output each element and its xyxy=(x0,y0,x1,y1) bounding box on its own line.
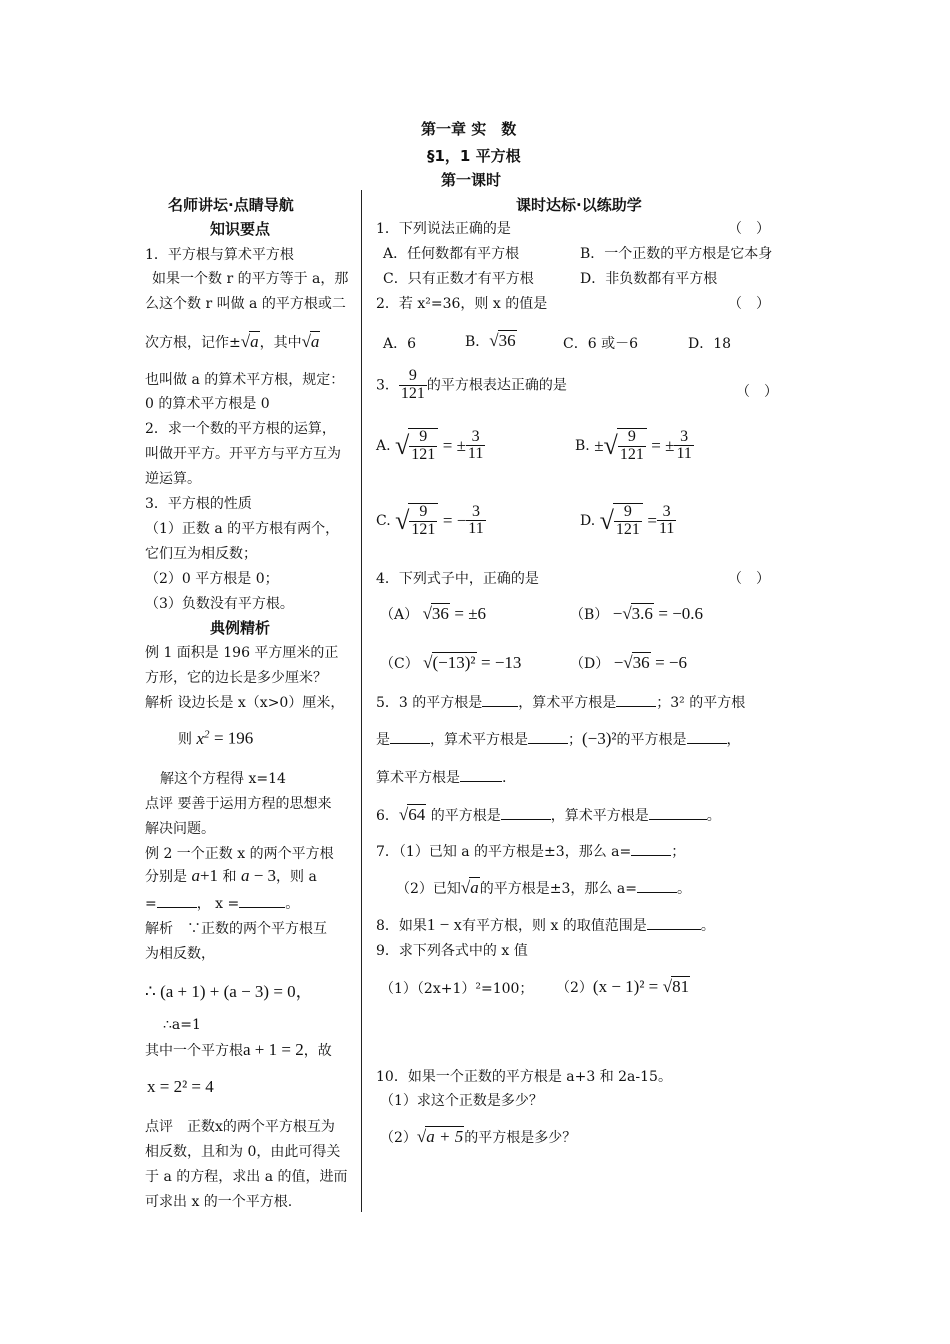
q5-text: ；3² 的平方根 xyxy=(656,695,746,711)
example2-equation: x = 2² = 4 xyxy=(147,1077,214,1096)
q1-option-d: D．非负数都有平方根 xyxy=(580,271,718,287)
examples-title: 典例精析 xyxy=(210,619,271,637)
q5-text: ，算术平方根是 xyxy=(518,695,617,711)
q1-option-b: B．一个正数的平方根是它本身 xyxy=(580,246,773,262)
question-5-line3 xyxy=(376,767,506,787)
q5-text: 算术平方根是 xyxy=(376,770,460,786)
frac-numerator: 9 xyxy=(409,504,437,522)
q3-denominator: 121 xyxy=(400,384,425,402)
q3-option-b: B. ±√ $\frac{9}{121}$ = ± $\frac{3}{11}$ xyxy=(575,427,692,463)
question-7-1 xyxy=(376,841,685,861)
q3-number: 3． xyxy=(376,377,399,394)
q5-text: ， xyxy=(726,732,741,748)
k3-line: （1）正数 a 的平方根有两个， xyxy=(145,521,340,537)
q4-b-expr: = −0.6 xyxy=(658,604,704,623)
k1-text: 次方根，记作± xyxy=(145,335,241,351)
q10-2-radicand: a + 5 xyxy=(426,1127,464,1146)
frac-numerator: 3 xyxy=(674,429,693,447)
q4-a-label: （A） xyxy=(380,607,419,623)
k1-line: 次方根，记作±√a，其中√a xyxy=(145,332,320,351)
q4-option-b: （B） −√3.6 = −0.6 xyxy=(570,604,704,623)
q4-a-radicand: 36 xyxy=(431,604,449,623)
example1-line: 解决问题。 xyxy=(145,821,215,837)
example2-line: 解析 ∵正数的两个平方根互 xyxy=(145,921,327,937)
frac-denominator: 11 xyxy=(467,445,484,463)
q10-2-text: 的平方根是多少？ xyxy=(464,1130,577,1146)
k2-line: 逆运算。 xyxy=(145,471,201,487)
example2-line xyxy=(145,1040,332,1060)
example2-text: ， x = xyxy=(196,896,240,912)
q4-a-expr: = ±6 xyxy=(454,604,487,623)
q6-number: 6． xyxy=(376,808,399,824)
left-title: 名师讲坛·点睛导航 xyxy=(168,196,294,214)
answer-paren: （ ） xyxy=(728,221,770,237)
example2-text: ，则 a xyxy=(276,869,317,885)
question-4: 4．下列式子中，正确的是 xyxy=(376,571,539,587)
example1-equation: 则 $x^2 = 196$ xyxy=(178,728,254,748)
q4-b-label: （B） xyxy=(570,607,609,623)
k1-line: 也叫做 a 的算术平方根，规定： xyxy=(145,372,345,388)
q8-expr: 1 − x xyxy=(426,915,463,934)
frac-numerator: 3 xyxy=(466,504,485,522)
q9-2-radicand: 81 xyxy=(672,977,690,996)
q6-text: 的平方根是 xyxy=(430,808,501,824)
q3-numerator: 9 xyxy=(399,368,427,386)
example2-line: 可求出 x 的一个平方根. xyxy=(145,1194,293,1210)
q5-text: . xyxy=(502,770,507,786)
q4-d-expr: = −6 xyxy=(655,653,687,672)
question-8 xyxy=(376,915,715,935)
example1-line: 解这个方程得 x=14 xyxy=(160,771,286,787)
question-10: 10．如果一个正数的平方根是 a+3 和 2a-15。 xyxy=(376,1069,672,1085)
q2-option-a: A．6 xyxy=(383,336,417,352)
example2-equation: ∴ (a + 1) + (a − 3) = 0， xyxy=(145,982,313,1001)
example2-text: 分别是 xyxy=(145,869,187,885)
q3-c-label: C. xyxy=(376,512,391,529)
q2-b-radicand: 36 xyxy=(498,331,516,350)
frac-numerator: 9 xyxy=(618,429,646,447)
q5-text: ，算术平方根是 xyxy=(430,732,528,748)
k1-text: ，其中 xyxy=(259,335,302,351)
question-9: 9．求下列各式中的 x 值 xyxy=(376,943,528,959)
example2-line: 点评 正数x的两个平方根互为 xyxy=(145,1119,335,1135)
frac-denominator: 121 xyxy=(411,445,436,463)
k3-line: 它们互为相反数； xyxy=(145,546,257,562)
q3-option-a: A. √ $\frac{9}{121}$ = ± $\frac{3}{11}$ xyxy=(376,427,484,463)
frac-denominator: 11 xyxy=(676,445,692,463)
question-5-line2 xyxy=(376,729,741,749)
q6-radicand: 64 xyxy=(408,805,426,824)
frac-numerator: 3 xyxy=(657,504,676,522)
q9-2-label: （2） xyxy=(556,980,593,996)
example2-line: 于 a 的方程，求出 a 的值，进而 xyxy=(145,1169,348,1185)
k1-title: 1．平方根与算术平方根 xyxy=(145,247,294,263)
q1-option-a: A．任何数都有平方根 xyxy=(383,246,520,262)
q7-text: （2）已知 xyxy=(396,881,461,897)
frac-denominator: 11 xyxy=(658,520,675,538)
column-divider xyxy=(361,190,362,1212)
q3-option-c: C. √ $\frac{9}{121}$ = − $\frac{3}{11}$ xyxy=(376,502,484,538)
example2-text: 其中一个平方根 xyxy=(145,1043,243,1059)
example1-line: 点评 要善于运用方程的思想来 xyxy=(145,796,332,812)
frac-denominator: 121 xyxy=(619,445,644,463)
q10-part-2: （2）√a + 5的平方根是多少？ xyxy=(380,1127,577,1146)
example1-line: 方形，它的边长是多少厘米？ xyxy=(145,670,327,686)
frac-denominator: 121 xyxy=(411,520,436,538)
q4-c-expr: = −13 xyxy=(480,653,522,672)
q8-text: 8．如果 xyxy=(376,918,427,934)
q3-text: 的平方根表达正确的是 xyxy=(426,377,567,394)
q6-text: ，算术平方根是 xyxy=(550,808,649,824)
question-3 xyxy=(376,368,567,403)
frac-denominator: 11 xyxy=(468,520,484,538)
answer-paren: （ ） xyxy=(736,384,778,400)
example2-line: ∴a=1 xyxy=(163,1017,201,1033)
example1-text: 则 xyxy=(178,731,192,748)
q5-text: 5．3 的平方根是 xyxy=(376,695,483,711)
q5-text: 的平方根是 xyxy=(616,732,687,748)
q4-c-radicand: (−13)² xyxy=(432,653,476,672)
k1-line: 么这个数 r 叫做 a 的平方根或二 xyxy=(145,296,346,312)
q2-option-d: D．18 xyxy=(688,336,732,352)
chapter-title: 第一章 实 数 xyxy=(421,120,517,138)
q10-2-label: （2） xyxy=(380,1130,417,1146)
example2-eq: a + 1 = 2 xyxy=(243,1040,304,1059)
q5-text: 是 xyxy=(376,732,390,748)
right-title: 课时达标·以练助学 xyxy=(516,196,642,214)
example2-text: 和 xyxy=(222,869,237,885)
q3-a-label: A. xyxy=(376,437,391,454)
q3-d-label: D. xyxy=(580,512,596,529)
example2-line: 例 2 一个正数 x 的两个平方根 xyxy=(145,846,334,862)
q10-part-1: （1）求这个正数是多少？ xyxy=(380,1093,543,1109)
q4-d-radicand: 36 xyxy=(632,653,650,672)
k3-title: 3．平方根的性质 xyxy=(145,496,252,512)
question-1: 1．下列说法正确的是 xyxy=(376,221,511,237)
q9-part-1: （1）（2x+1）²=100； xyxy=(380,981,534,997)
example1-line: 例 1 面积是 196 平方厘米的正 xyxy=(145,645,339,661)
question-2: 2．若 x²=36，则 x 的值是 xyxy=(376,296,548,312)
example1-line: 解析 设边长是 x（x>0）厘米， xyxy=(145,695,345,711)
q7-text: ； xyxy=(671,844,686,860)
answer-paren: （ ） xyxy=(728,296,770,312)
frac-numerator: 9 xyxy=(614,504,642,522)
k2-line: 叫做开平方。开平方与平方互为 xyxy=(145,446,341,462)
k3-line: （3）负数没有平方根。 xyxy=(145,596,294,612)
q1-option-c: C．只有正数才有平方根 xyxy=(383,271,534,287)
q4-d-label: （D） xyxy=(570,656,610,672)
example2-line: 分别是 a+1 和 a − 3，则 a xyxy=(145,866,317,885)
example2-text: ，故 xyxy=(303,1043,332,1059)
q5-expr: (−3)² xyxy=(582,729,617,748)
q7-text: 的平方根是±3，那么 a= xyxy=(479,881,637,897)
q8-text: 有平方根，则 x 的取值范围是 xyxy=(462,918,647,934)
lesson-title: 第一课时 xyxy=(441,171,502,189)
k1-line: 如果一个数 r 的平方等于 a，那 xyxy=(152,271,349,287)
section-title: §1，1 平方根 xyxy=(427,147,521,165)
answer-paren: （ ） xyxy=(728,571,770,587)
example1-eq: = 196 xyxy=(213,728,254,748)
frac-numerator: 3 xyxy=(466,429,485,447)
example2-text: 。 xyxy=(285,896,300,912)
example2-line xyxy=(145,893,299,913)
q4-option-a: （A） √36 = ±6 xyxy=(380,604,487,623)
example2-line: 为相反数， xyxy=(145,946,215,962)
question-6: 6．√64 的平方根是 ，算术平方根是 。 xyxy=(376,805,721,824)
q7-text: 。 xyxy=(676,881,691,897)
k2-line: 2．求一个数的平方根的运算， xyxy=(145,421,336,437)
q4-option-d: （D） −√36 = −6 xyxy=(570,653,687,672)
q7-text: 7．（1）已知 a 的平方根是±3，那么 a= xyxy=(376,844,632,860)
q3-option-d: D. √ $\frac{9}{121}$ = $\frac{3}{11}$ xyxy=(580,502,675,538)
q2-option-c: C．6 或－6 xyxy=(563,336,638,352)
question-7-2: （2）已知√a的平方根是±3，那么 a= 。 xyxy=(396,878,691,897)
q9-part-2: （2）(x − 1)² = √81 xyxy=(556,977,690,996)
example2-text: = xyxy=(145,896,157,912)
q2-b-label: B． xyxy=(465,334,490,350)
q4-c-label: （C） xyxy=(380,656,419,672)
question-5-line1 xyxy=(376,692,745,712)
q2-option-b: B．√36 xyxy=(465,331,516,350)
frac-denominator: 121 xyxy=(615,520,640,538)
k1-line: 0 的算术平方根是 0 xyxy=(145,396,270,412)
q9-2-expr: (x − 1)² = xyxy=(592,977,659,996)
frac-numerator: 9 xyxy=(409,429,437,447)
q5-text: ； xyxy=(568,732,582,748)
knowledge-points-title: 知识要点 xyxy=(210,220,271,238)
q3-b-label: B. xyxy=(575,437,590,454)
q4-b-radicand: 3.6 xyxy=(631,604,653,623)
q6-text: 。 xyxy=(706,808,721,824)
k3-line: （2）0 平方根是 0； xyxy=(145,571,279,587)
example2-line: 相反数，且和为 0，由此可得关 xyxy=(145,1144,341,1160)
q4-option-c: （C） √(−13)² = −13 xyxy=(380,653,522,672)
q8-text: 。 xyxy=(700,918,715,934)
